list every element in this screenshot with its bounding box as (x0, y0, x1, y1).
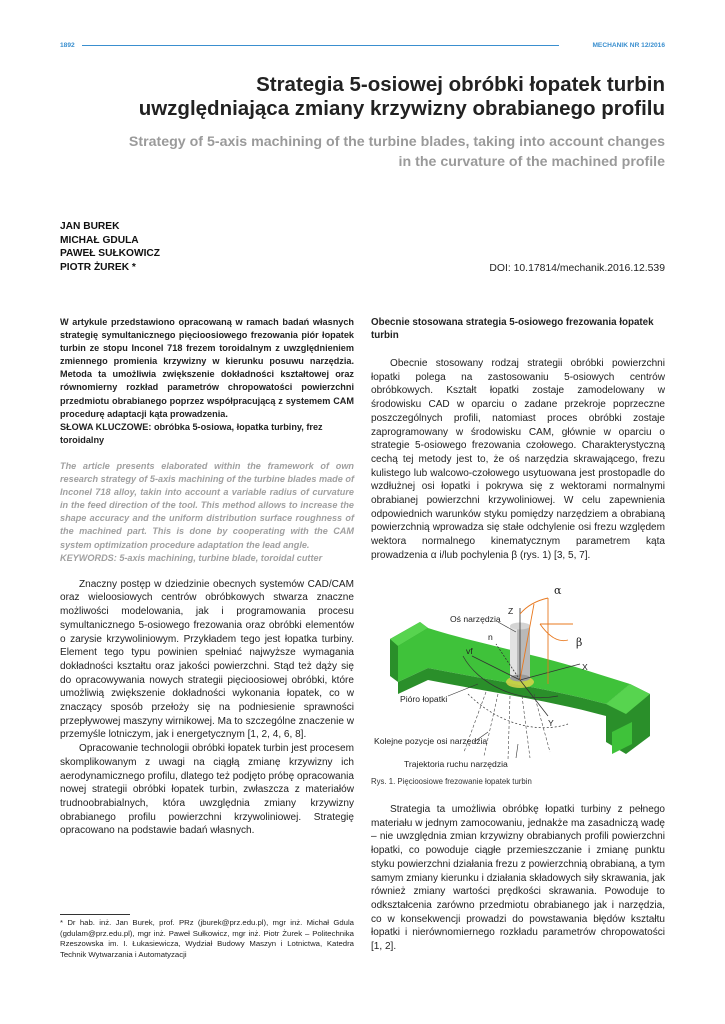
right-lower-text (371, 803, 665, 954)
authors (60, 220, 160, 274)
label-x: X (582, 662, 588, 672)
title-english-line2: in the curvature of the machined profile (398, 154, 665, 170)
title-polish-line2: uwzględniająca zmiany krzywizny obrabianego profilu (138, 96, 665, 120)
abstract-polish: W artykule przedstawiono opracowaną w ramach badań własnych strategię symultanicznego pięcioosiowego frezowania piór łopatek turbin ze stopu Inconel 718 frezem toroidalnym z uwzględnieniem zmiennego promienia krzywizny w kierunku posuwu narzędzia. Metoda ta umożliwia zwiększenie dokładności kształtowej oraz równomierny rozkład parametrów chropowatości powierzchni przedmiotu obrabianego poprzez współpracującą z systemem CAM procedurę adaptacji kąta prowadzenia. (60, 317, 354, 419)
label-trajectory: Trajektoria ruchu narzędzia (404, 759, 508, 769)
author: JAN BUREK (60, 221, 120, 232)
page-header (60, 41, 665, 53)
doi: DOI: 10.17814/mechanik.2016.12.539 (489, 263, 665, 274)
title-polish-line1: Strategia 5-osiowej obróbki łopatek turbin (256, 73, 665, 96)
author: PAWEŁ SUŁKOWICZ (60, 248, 160, 260)
body-paragraph: Opracowanie technologii obróbki łopatek turbin jest procesem skomplikowanym z uwagi na ciągłą zmianę krzywizny ich aerodynamicznego profilu, dlatego też podjęto próbę opracowania nowej strategii obróbki łopatek turbin, zwłaszcza z materiałów trudnoobrabialnych, która uwzględnia zmiany krzywizny obrabianego profilu powierzchni krzywoliniowej. Strategię opracowano na podstawie badań własnych. (60, 743, 354, 837)
body-paragraph: Obecnie stosowany rodzaj strategii obróbki powierzchni łopatki polega na zastosowaniu 5-osiowych centrów obróbkowych. Kształt łopatki zostaje zamodelowany w środowisku CAD w oparciu o zadane przekroje poprzeczne poszczególnych profili, natomiast proces obróbki zostaje zaprogramowany w środowisku CAM, głównie w oparciu o strategie 5-osiowego frezowania czołowego. Charakterystyczną cechą tej metody jest to, że oś narzędzia skrawającego, frezu kulistego lub walcowo-czołowego usytuowana jest prostopadle do wzdłużnej osi łopatki i pokrywa się z wektorami normalnymi obrabianej powierzchni krzywoliniowej. W celu zapewnienia odpowiednich warunków styku pomiędzy narzędziem a obrabianą powierzchnią wprowadza się stałe odchylenie osi frezu względem wektora normalnego kinematycznym parametrem kąta prowadzenia α i/lub pochylenia β (rys. 1) [3, 5, 7]. (371, 358, 665, 561)
tool-position-line (484, 694, 498, 756)
keywords-english: KEYWORDS: 5-axis machining, turbine blade, toroidal cutter (60, 552, 323, 563)
label-alpha: α (554, 584, 562, 597)
beta-arc (540, 624, 568, 641)
footnote: * Dr hab. inż. Jan Burek, prof. PRz (jburek@prz.edu.pl), mgr inż. Michał Gdula (gdulam@prz.edu.pl), mgr inż. Paweł Sułkowicz, mgr inż. Piotr Żurek – Politechnika Rzeszowska im. I. Łukasiewicza, Wydział Budowy Maszyn i Lotnictwa, Katedra Technik Wytwarzania i Automatyzacji (60, 918, 354, 959)
label-normal: n (488, 632, 493, 642)
tool-position-line (508, 696, 510, 760)
body-paragraph: Znaczny postęp w dziedzinie obecnych systemów CAD/CAM oraz wieloosiowych centrów obróbkowych stwarza znaczne możliwości modelowania, jak i programowania procesu symultanicznego 5-osiowego frezowania oraz obróbki elementów o zarysie krzywoliniowym. Przykładem tego jest łopatka turbiny. Element tego typu powinien spełniać najwyższe wymagania dokładności kształtu oraz jakości powierzchni. Stąd też dąży się do opracowywania nowych strategii pięcioosiowej obróbki, które umożliwią zwiększenie dokładności wykonania łopatek, co w znaczący sposób przełoży się na podniesienie sprawności przepływowej maszyny wirnikowej. Ma to szczególne znaczenie w przemyśle lotniczym, jak i energetycznym [1, 2, 4, 6, 8]. (60, 578, 354, 741)
label-beta: β (576, 636, 583, 649)
figure-caption: Rys. 1. Pięcioosiowe frezowanie łopatek turbin (371, 777, 532, 786)
journal-name: MECHANIK NR 12/2016 (592, 42, 665, 49)
author: PIOTR ŻUREK * (60, 261, 136, 273)
figure-5axis-milling (368, 584, 668, 774)
right-column (371, 316, 665, 563)
label-y: Y (548, 718, 554, 728)
abstract-english: The article presents elaborated within the framework of own research strategy of 5-axis machining of the turbine blades made of Inconel 718 alloy, takin into account a variable radius of curvature in the feed direction of the tool. This method allows to increase the shape accuracy and the uniform distribution surface roughness of the machined part. This is done by cooperating with the CAM system optimization procedure adaptation the lead angle. (60, 460, 354, 550)
left-column (60, 316, 354, 838)
label-feed: vf (466, 646, 473, 656)
leader-line (516, 744, 518, 758)
author: MICHAŁ GDULA (60, 234, 139, 246)
header-rule (82, 45, 559, 46)
label-blade: Pióro łopatki (400, 694, 448, 704)
title-english (45, 132, 665, 172)
keywords-polish: SŁOWA KLUCZOWE: obróbka 5-osiowa, łopatka turbiny, frez toroidalny (60, 421, 323, 445)
section-heading: Obecnie stosowana strategia 5-osiowego frezowania łopatek turbin (371, 317, 654, 341)
title-english-line1: Strategy of 5-axis machining of the turbine blades, taking into account changes (128, 134, 665, 150)
body-paragraph: Strategia ta umożliwia obróbkę łopatki turbiny z pełnego materiału w jednym zamocowaniu, jednakże ma zasadniczą wadę – nie uwzględnia zmian krzywizny obrabianych profili powierzchni łopatki, co powoduje ciągłe przemieszczanie i zmianę punktu styku powierzchni działania frezu z powierzchnią obrabianą, a tym samym zmiany kierunku i działania składowych siły skrawania, jak również zmiany wartości prędkości skrawania. Powoduje to odkształcenia zarówno przedmiotu obrabianego jak i narzędzia, co w konsekwencji prowadzi do powstawania błędów kształtu łopatki i nierównomiernego rozkładu parametrów chropowatości [1, 2]. (371, 804, 665, 953)
footnote-rule (60, 914, 130, 915)
label-tool-positions: Kolejne pozycje osi narzędzia (374, 736, 488, 746)
page-number: 1892 (60, 42, 75, 49)
title-polish (65, 73, 665, 120)
label-tool-axis: Oś narzędzia (450, 614, 501, 624)
label-z: Z (508, 606, 514, 616)
tool-position-line (522, 696, 530, 758)
